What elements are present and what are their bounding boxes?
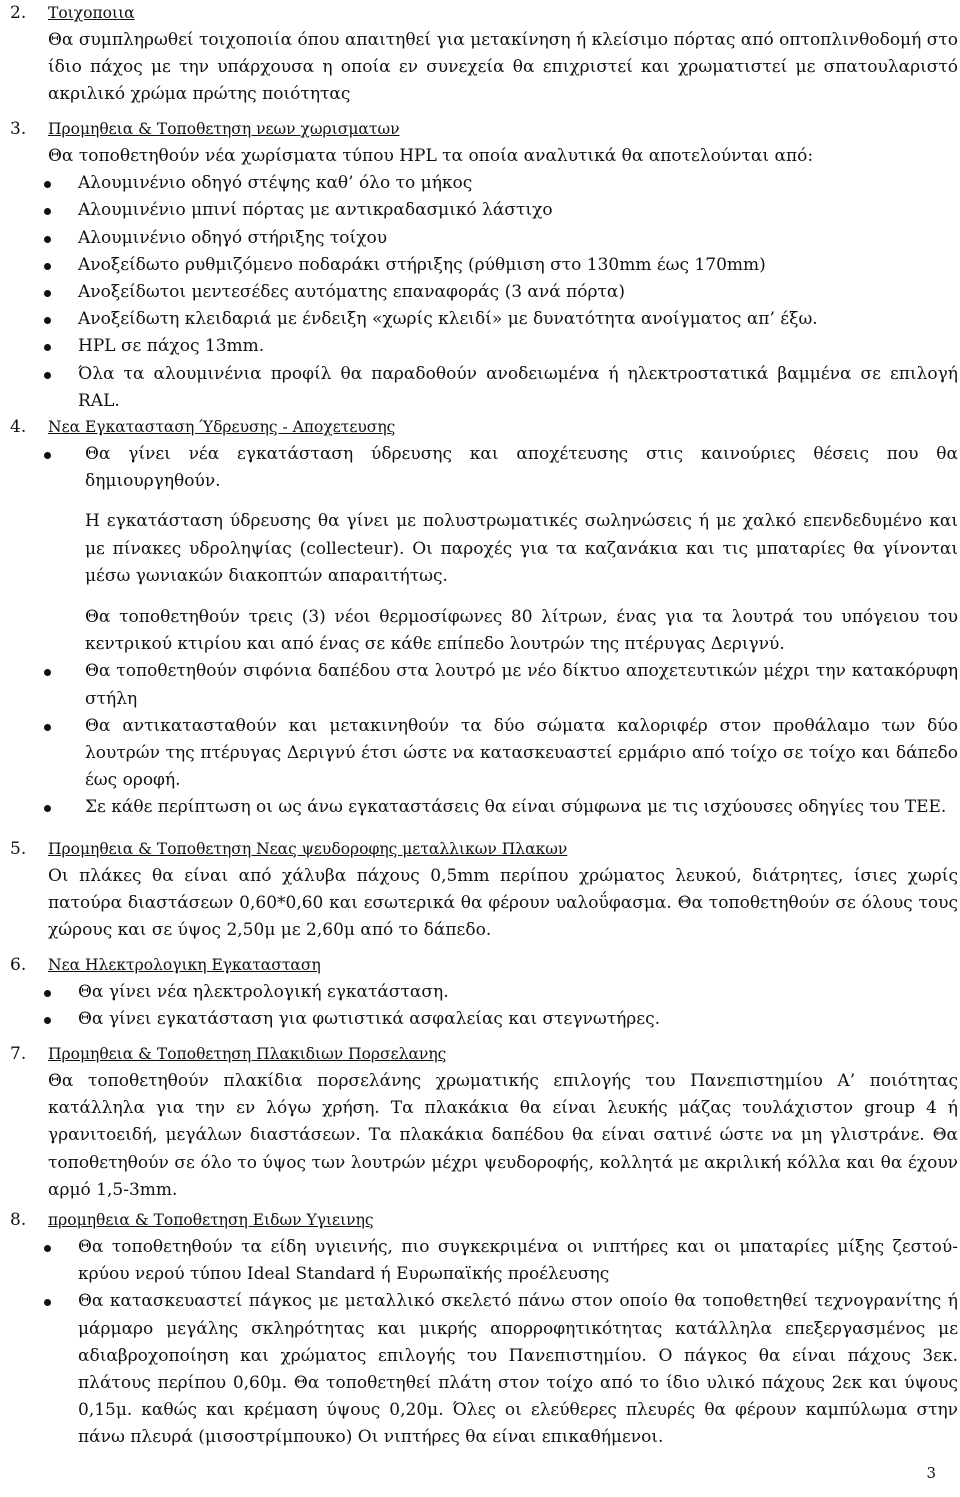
list-item: Θα αντικατασταθούν και μετακινηθούν τα δύο σώματα καλοριφέρ στον προθάλαμο των δύο λουτρών της πτέρυγας Δεριγνύ έτσι ώστε να κατασκευαστεί ερμάριο από τοίχο σε τοίχο και δάπεδο έως οροφή. [0, 713, 958, 795]
page-number: 3 [926, 1463, 936, 1482]
list-item: Θα γίνει νέα ηλεκτρολογική εγκατάσταση. [0, 979, 958, 1006]
section-heading: Νεα Ηλεκτρολογικη Εγκατασταση [48, 956, 321, 974]
list-item: Θα γίνει νέα εγκατάσταση ύδρευσης και αποχέτευσης στις καινούριες θέσεις που θα δημιουργηθούν. [0, 441, 958, 495]
list-item: Όλα τα αλουμινένια προφίλ θα παραδοθούν ανοδειωμένα ή ηλεκτροστατικά βαμμένα σε επιλογή RAL. [0, 361, 958, 415]
section-paragraph: Θα συμπληρωθεί τοιχοποιία όπου απαιτηθεί για μετακίνηση ή κλείσιμο πόρτας από οπτοπλινθοδομή στο ίδιο πάχος με την υπάρχουσα η οποία εν συνεχεία θα επιχριστεί και χρωματιστεί με σπατουλαριστό ακριλικό χρώμα πρώτης ποιότητας [48, 30, 958, 105]
section-number: 6. [10, 955, 27, 975]
section-heading: Τοιχοποιια [48, 4, 135, 22]
indented-paragraph: Θα τοποθετηθούν τρεις (3) νέοι θερμοσίφωνες 80 λίτρων, ένας για τα λουτρά του υπόγειου του κεντρικού κτιρίου και από ένας σε κάθε επίπεδο λουτρών της πτέρυγας Δεριγνύ. [85, 607, 958, 655]
section-heading: Προμηθεια & Τοποθετηση Νεας ψευδοροφης μεταλλικων Πλακων [48, 840, 568, 858]
list-item: Θα γίνει εγκατάσταση για φωτιστικά ασφαλείας και στεγνωτήρες. [0, 1006, 958, 1033]
section-paragraph: Θα τοποθετηθούν πλακίδια πορσελάνης χρωματικής επιλογής του Πανεπιστημίου Α’ ποιότητας κατάλληλα για την εν λόγω χρήση. Τα πλακάκια θα είναι λευκής μάζας τουλάχιστον group 4 ή γρανιτοειδή, μεγάλων διαστάσεων. Τα πλακάκια δαπέδου θα είναι σατινέ ώστε να μη γλιστράνε. Θα τοποθετηθούν σε όλο το ύψος των λουτρών μέχρι ψευδοροφής, κολλητά με ακριλική κόλλα και θα έχουν αρμό 1,5-3mm. [48, 1071, 958, 1200]
section-heading: προμηθεια & Τοποθετηση Ειδων Υγιεινης [48, 1211, 374, 1229]
section-number: 5. [10, 839, 27, 859]
bullet-list [0, 658, 960, 821]
list-item: Ανοξείδωτοι μεντεσέδες αυτόματης επαναφοράς (3 ανά πόρτα) [0, 279, 958, 306]
section-number: 4. [10, 417, 27, 437]
section-intro: Θα τοποθετηθούν νέα χωρίσματα τύπου HPL τα οποία αναλυτικά θα αποτελούνται από: [48, 146, 814, 166]
list-item: Θα τοποθετηθούν τα είδη υγιεινής, πιο συγκεκριμένα οι νιπτήρες και οι μπαταρίες μίξης ζεστού-κρύου νερού τύπου Ideal Standard ή Ευρωπαϊκής προέλευσης [0, 1234, 958, 1288]
list-item: Ανοξείδωτη κλειδαριά με ένδειξη «χωρίς κλειδί» με δυνατότητα ανοίγματος απ’ έξω. [0, 306, 958, 333]
section-2 [0, 0, 960, 109]
section-7 [0, 1041, 960, 1204]
list-item: Θα κατασκευαστεί πάγκος με μεταλλικό σκελετό πάνω στον οποίο θα τοποθετηθεί τεχνογρανίτης ή μάρμαρο μεγάλης σκληρότητας και μικρής απορροφητικότητας κατάλληλα επεξεργασμένος με αδιαβροχοποίηση και χρώματος επιλογής του Πανεπιστημίου. Ο πάγκος θα είναι πάχους 3εκ. πλάτους περίπου 0,60μ. Θα τοποθετηθεί πλάτη στον τοίχο από το ίδιο υλικό πάχους 2εκ και ύψους 0,15μ. καθώς και κρέμαση ύψους 0,20μ. Όλες οι ελεύθερες πλευρές θα φέρουν καμπύλωμα στην πάνω πλευρά (μισοστρίμπουκο) Οι νιπτήρες θα είναι επικαθήμενοι. [0, 1288, 958, 1451]
section-number: 3. [10, 119, 27, 139]
section-6 [0, 952, 960, 1033]
bullet-list [0, 1207, 960, 1452]
section-number: 2. [10, 3, 27, 23]
list-item: HPL σε πάχος 13mm. [0, 333, 958, 360]
section-paragraph: Οι πλάκες θα είναι από χάλυβα πάχους 0,5mm περίπου χρώματος λευκού, διάτρητες, ίσιες χωρίς πατούρα διαστάσεων 0,60*0,60 και εσωτερικά θα φέρουν υαλοΰφασμα. Θα τοποθετηθούν σε όλους τους χώρους και σε ύψος 2,50μ με 2,60μ από το δάπεδο. [48, 866, 958, 941]
list-item: Σε κάθε περίπτωση οι ως άνω εγκαταστάσεις θα είναι σύμφωνα με τις ισχύουσες οδηγίες του ΤΕΕ. [0, 794, 958, 821]
section-4 [0, 414, 960, 822]
section-3 [0, 116, 960, 415]
section-heading: Νεα Εγκατασταση Ύδρευσης - Αποχετευσης [48, 418, 396, 436]
list-item: Ανοξείδωτο ρυθμιζόμενο ποδαράκι στήριξης (ρύθμιση στο 130mm έως 170mm) [0, 252, 958, 279]
section-heading: Προμηθεια & Τοποθετηση νεων χωρισματων [48, 120, 400, 138]
section-number: 7. [10, 1044, 27, 1064]
list-item: Αλουμινένιο οδηγό στέψης καθ’ όλο το μήκος [0, 170, 958, 197]
list-item: Αλουμινένιο οδηγό στήριξης τοίχου [0, 225, 958, 252]
section-heading: Προμηθεια & Τοποθετηση Πλακιδιων Πορσελανης [48, 1045, 447, 1063]
section-5 [0, 836, 960, 945]
section-8 [0, 1207, 960, 1452]
indented-paragraph: Η εγκατάσταση ύδρευσης θα γίνει με πολυστρωματικές σωληνώσεις ή με χαλκό επενδεδυμένο και με πίνακες υδροληψίας (collecteur). Οι παροχές για τα καζανάκια και τις μπαταρίες θα γίνονται μέσω γωνιακών διακοπτών απαραιτήτως. [85, 511, 958, 586]
bullet-list [0, 170, 960, 415]
list-item: Θα τοποθετηθούν σιφόνια δαπέδου στα λουτρό με νέο δίκτυο αποχετευτικών μέχρι την κατακόρυφη στήλη [0, 658, 958, 712]
list-item: Αλουμινένιο μπινί πόρτας με αντικραδασμικό λάστιχο [0, 197, 958, 224]
section-number: 8. [10, 1210, 27, 1230]
